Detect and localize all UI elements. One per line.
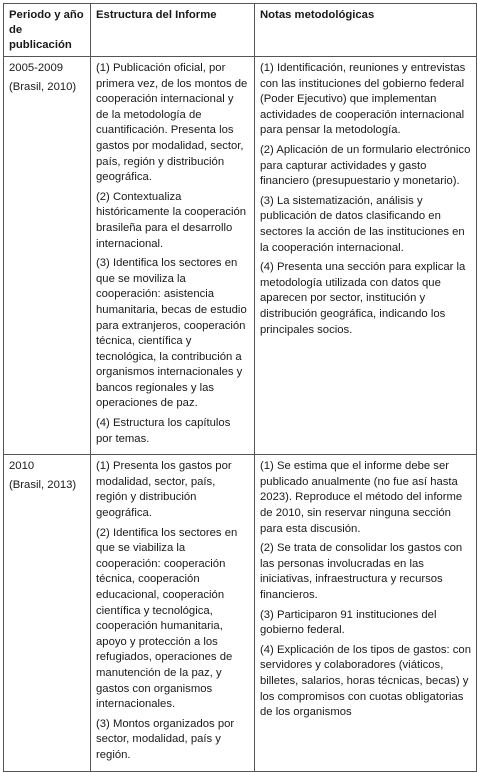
structure-cell: [91, 57, 255, 455]
notes-cell: [255, 57, 477, 455]
period-source: (Brasil, 2013): [9, 478, 77, 491]
notes-item: (4) Explicación de los tipos de gastos: con servidores y colaboradores (viáticos, billetes, salarios, horas técnicas, becas) y los compromisos con cuotas obligatorias de los organismos: [260, 643, 471, 719]
structure-item: (3) Identifica los sectores en que se moviliza la cooperación: asistencia humanitaria, becas de estudio para extranjeros, cooperación técnica, científica y tecnológica, la contribución a organismos internacionales y bancos regionales y las operaciones de paz.: [96, 257, 247, 410]
notes-item: (1) Se estima que el informe debe ser publicado anualmente (no fue así hasta 2023). Reproduce el método del informe de 2010, sin reservar ninguna sección para esta discusión.: [260, 460, 463, 535]
structure-item: (1) Presenta los gastos por modalidad, sector, país, región y distribución geográfica.: [96, 460, 232, 520]
period-cell: [4, 57, 91, 455]
notes-cell: [255, 455, 477, 771]
structure-item: (2) Contextualiza históricamente la cooperación brasileña para el desarrollo internacional.: [96, 190, 247, 250]
header-notes: Notas metodológicas: [255, 4, 477, 57]
period-years: 2010: [9, 460, 35, 473]
notes-item: (1) Identificación, reuniones y entrevistas con las instituciones del gobierno federal (Poder Ejecutivo) que implementan actividades de cooperación internacional para pensar la metodología.: [260, 62, 466, 137]
table-row: [4, 57, 477, 455]
notes-item: (2) Aplicación de un formulario electrónico para capturar actividades y gasto financiero (presupuestario y monetario).: [260, 143, 471, 188]
period-source: (Brasil, 2010): [9, 80, 77, 93]
period-years: 2005-2009: [9, 62, 64, 74]
structure-item: (3) Montos organizados por sector, modalidad, país y región.: [96, 717, 235, 761]
structure-item: (2) Identifica los sectores en que se viabiliza la cooperación: cooperación técnica, cooperación educacional, cooperación científica y tecnológica, cooperación humanitaria, apoyo y protección a los refugiados, operaciones de manutención de la paz, y gastos con organismos internacionales.: [96, 526, 238, 711]
notes-item: (3) Participaron 91 instituciones del gobierno federal.: [260, 608, 437, 637]
header-period: Periodo y año de publicación: [4, 4, 91, 57]
table-row: [4, 455, 477, 771]
header-structure: Estructura del Informe: [91, 4, 255, 57]
structure-cell: [91, 455, 255, 771]
notes-item: (4) Presenta una sección para explicar la metodología utilizada con datos que aparecen por sector, institución y distribución geográfica, indicando los principales socios.: [260, 261, 466, 336]
notes-item: (3) La sistematización, análisis y publicación de datos clasificando en sectores la acción de las instituciones en la cooperación internacional.: [260, 194, 465, 254]
period-cell: [4, 455, 91, 771]
methodology-table: [3, 3, 477, 772]
table-header-row: [4, 4, 477, 57]
structure-item: (4) Estructura los capítulos por temas.: [96, 417, 231, 445]
notes-item: (2) Se trata de consolidar los gastos con las personas involucradas en las iniciativas, infraestructura y recursos financieros.: [260, 542, 463, 601]
structure-item: (1) Publicación oficial, por primera vez, de los montos de cooperación internacional y de la metodología de cuantificación. Presenta los gastos por modalidad, sector, país, región y distribución geográfica.: [96, 62, 248, 184]
